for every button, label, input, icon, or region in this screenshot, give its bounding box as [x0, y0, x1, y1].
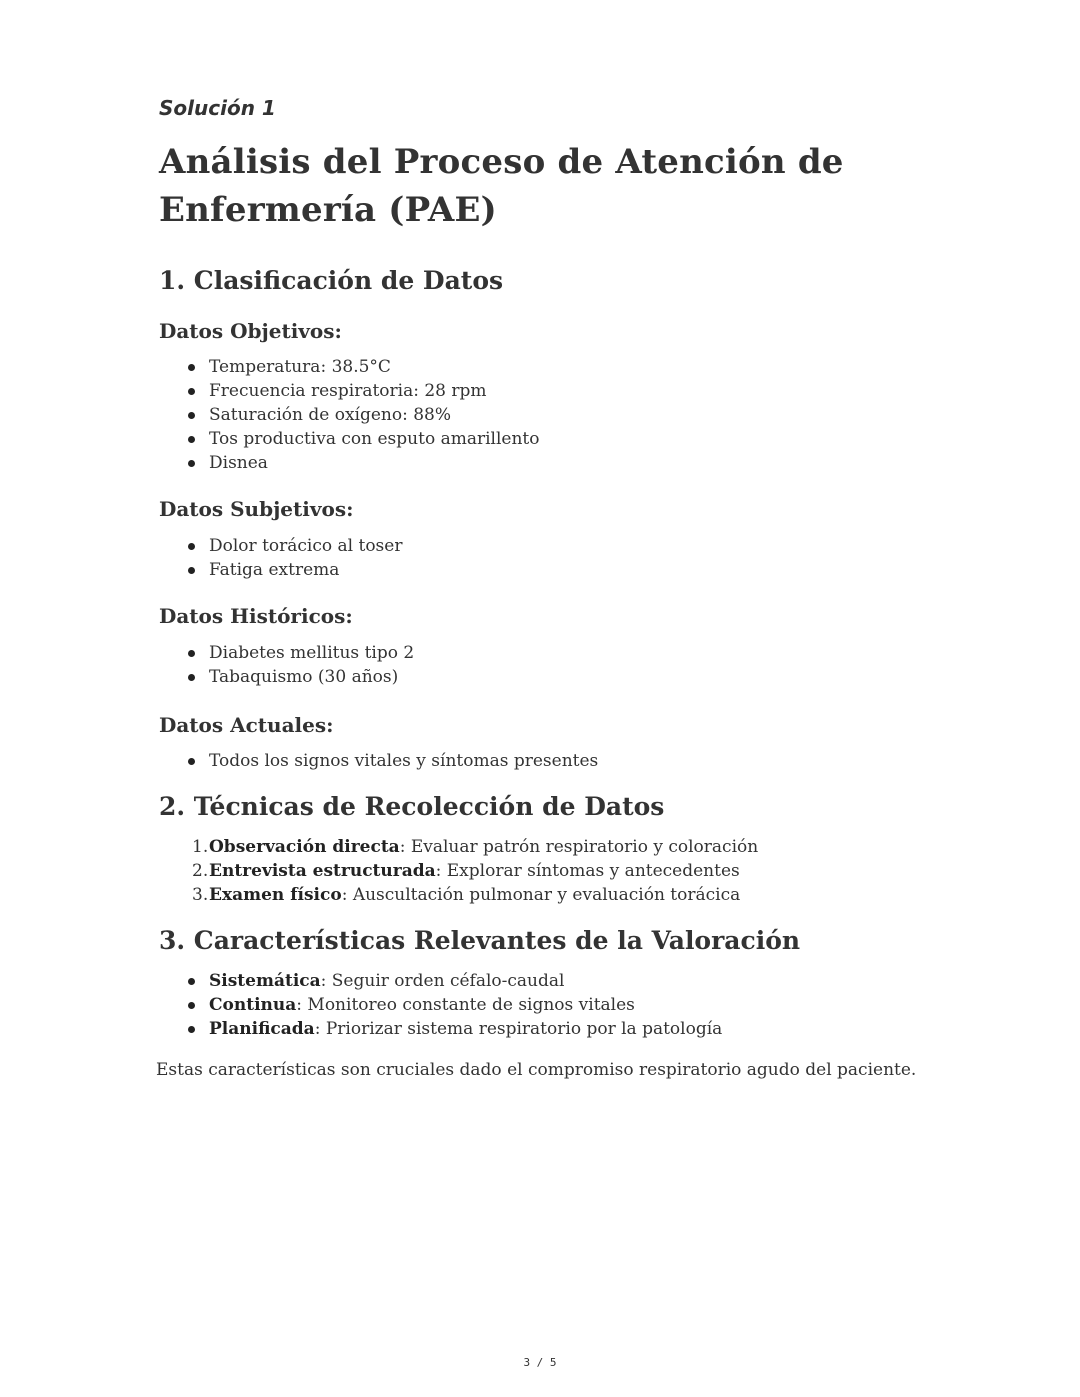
bullet-icon: [188, 543, 195, 550]
list-item: 1. Observación directa: Evaluar patrón respiratorio y coloración: [192, 837, 759, 857]
datos-actuales-list: [159, 749, 959, 773]
datos-historicos-heading: Datos Históricos:: [159, 604, 353, 628]
bullet-icon: [188, 436, 195, 443]
list-item: 3. Examen físico: Auscultación pulmonar y evaluación torácica: [192, 885, 741, 905]
bullet-icon: [188, 567, 195, 574]
tecnicas-list: [159, 835, 959, 907]
list-item: Dolor torácico al toser: [159, 534, 959, 558]
bullet-icon: [188, 412, 195, 419]
bullet-icon: [188, 650, 195, 657]
title-line-2: Enfermería (PAE): [159, 190, 497, 230]
datos-objetivos-heading: Datos Objetivos:: [159, 319, 342, 343]
datos-subjetivos-list: [159, 534, 959, 582]
list-item: Disnea: [159, 451, 959, 475]
bullet-icon: [188, 674, 195, 681]
bullet-icon: [188, 388, 195, 395]
list-item: Frecuencia respiratoria: 28 rpm: [159, 379, 959, 403]
caracteristicas-list: [159, 969, 959, 1041]
list-item: 2. Entrevista estructurada: Explorar síntomas y antecedentes: [192, 861, 740, 881]
list-item: Continua: Monitoreo constante de signos vitales: [159, 993, 959, 1017]
section-3-heading: 3. Características Relevantes de la Valoración: [159, 926, 801, 955]
list-item: Tabaquismo (30 años): [159, 665, 959, 689]
document-page: [156, 92, 959, 1082]
bullet-icon: [188, 758, 195, 765]
list-item: Diabetes mellitus tipo 2: [159, 641, 959, 665]
bullet-icon: [188, 460, 195, 467]
section-1-heading: 1. Clasificación de Datos: [159, 266, 504, 295]
list-item: Sistemática: Seguir orden céfalo-caudal: [159, 969, 959, 993]
list-item: Todos los signos vitales y síntomas presentes: [159, 749, 959, 773]
title-line-1: Análisis del Proceso de Atención de: [159, 142, 844, 182]
datos-actuales-heading: Datos Actuales:: [159, 713, 334, 737]
bullet-icon: [188, 978, 195, 985]
page-number: 3 / 5: [523, 1356, 557, 1369]
bullet-icon: [188, 364, 195, 371]
list-item: Saturación de oxígeno: 88%: [159, 403, 959, 427]
conclusion-paragraph: Estas características son cruciales dado el compromiso respiratorio agudo del paciente.: [156, 1060, 917, 1080]
list-item: Tos productiva con esputo amarillento: [159, 427, 959, 451]
page-title: [159, 138, 959, 234]
datos-historicos-list: [159, 641, 959, 689]
list-item: Planificada: Priorizar sistema respiratorio por la patología: [159, 1017, 959, 1041]
datos-objetivos-list: [159, 355, 959, 475]
solution-label: Solución 1: [159, 96, 276, 120]
list-item: Fatiga extrema: [159, 558, 959, 582]
bullet-icon: [188, 1002, 195, 1009]
bullet-icon: [188, 1026, 195, 1033]
section-2-heading: 2. Técnicas de Recolección de Datos: [159, 792, 665, 821]
datos-subjetivos-heading: Datos Subjetivos:: [159, 497, 354, 521]
list-item: Temperatura: 38.5°C: [159, 355, 959, 379]
